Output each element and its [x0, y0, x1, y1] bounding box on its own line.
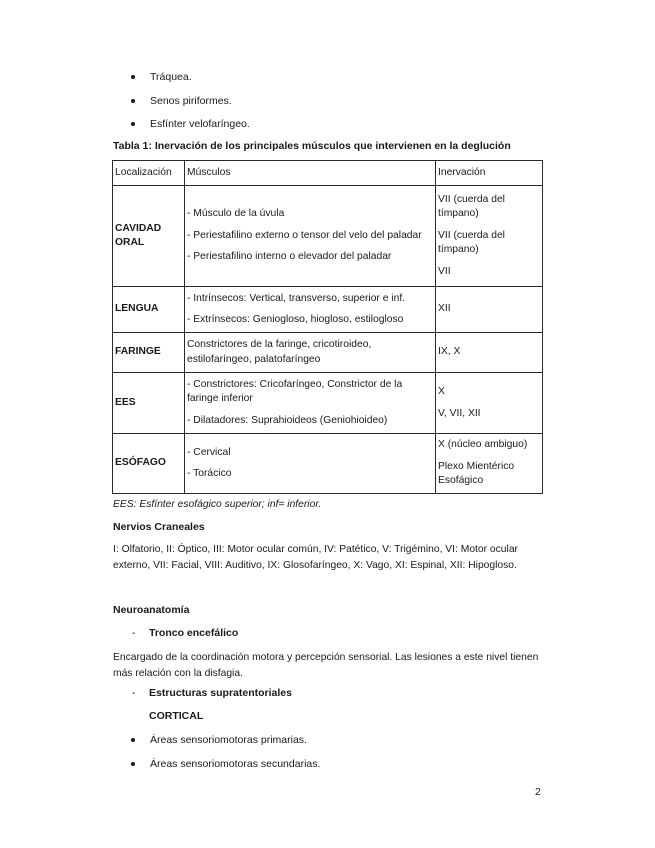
- row-location: [113, 333, 185, 373]
- dash-marker: -: [132, 687, 136, 699]
- row-nerves: [436, 186, 543, 287]
- list-item-text: Senos piriformes.: [150, 94, 232, 107]
- muscle-text: - Periestafilino interno o elevador del paladar: [187, 251, 392, 263]
- nerve-text: IX, X: [438, 346, 461, 358]
- muscle-text: - Torácico: [187, 468, 232, 479]
- dash-item-supratentorial: [132, 687, 292, 699]
- row-muscles: [185, 373, 436, 434]
- location-text: CAVIDAD: [115, 222, 162, 234]
- header-musculos: Músculos: [185, 161, 436, 186]
- nerve-text: V, VII, XII: [438, 407, 481, 419]
- nerve-text: X: [438, 386, 445, 397]
- table-note: EES: Esfínter esofágico superior; inf= inferior.: [113, 499, 322, 510]
- list-item: [128, 94, 250, 118]
- table-caption: Tabla 1: Inervación de los principales músculos que intervienen en la deglución: [113, 140, 511, 152]
- dash-item-label: Estructuras supratentoriales: [149, 687, 292, 699]
- row-location: [113, 287, 185, 333]
- dash-marker: -: [132, 627, 136, 639]
- row-nerves: [436, 333, 543, 373]
- list-item: [128, 757, 320, 781]
- list-item: [128, 733, 320, 757]
- row-muscles: [185, 287, 436, 333]
- nerve-text: XII: [438, 303, 451, 315]
- page-number: 2: [535, 786, 541, 798]
- list-item: [128, 117, 250, 141]
- cranial-nerves-heading: Nervios Craneales: [113, 521, 205, 533]
- nerve-text: Plexo Mientérico Esofágico: [438, 460, 515, 487]
- nerve-text: VII (cuerda del tímpano): [438, 193, 505, 220]
- dash-item-tronco: [132, 627, 238, 639]
- muscle-text: - Cervical: [187, 446, 231, 458]
- list-item: [128, 70, 250, 94]
- location-text: LENGUA: [115, 303, 159, 315]
- location-text: EES: [115, 396, 136, 408]
- bullet-icon: [131, 99, 135, 103]
- muscle-text: - Extrínsecos: Geniogloso, hiogloso, estilogloso: [187, 314, 404, 325]
- tronco-text: Encargado de la coordinación motora y percepción sensorial. Las lesiones a este nivel tienen más relación con la disfagia.: [113, 652, 539, 679]
- bullet-icon: [131, 762, 135, 766]
- muscle-text: - Constrictores: Cricofaríngeo, Constrictor de la faringe inferior: [187, 378, 403, 405]
- table-row: [113, 333, 543, 373]
- bullet-icon: [131, 122, 135, 126]
- list-item-text: Tráquea.: [150, 71, 192, 83]
- table-row: [113, 373, 543, 434]
- list-item-text: Esfínter velofaríngeo.: [150, 118, 250, 130]
- row-location: [113, 434, 185, 494]
- list-item-text: Áreas sensoriomotoras secundarias.: [150, 757, 321, 770]
- nerve-text: VII (cuerda del tímpano): [438, 229, 505, 256]
- header-inervacion: Inervación: [436, 161, 543, 186]
- table-row: [113, 434, 543, 494]
- location-text: ESÓFAGO: [115, 457, 166, 469]
- list-item-text: Áreas sensoriomotoras primarias.: [150, 734, 307, 746]
- bullet-icon: [131, 75, 135, 79]
- nerve-text: VII: [438, 265, 451, 277]
- header-localizacion: Localización: [113, 161, 185, 186]
- neuroanatomy-heading: Neuroanatomía: [113, 604, 190, 616]
- row-muscles: [185, 333, 436, 373]
- table-row: [113, 186, 543, 287]
- muscle-text: - Músculo de la úvula: [187, 208, 285, 220]
- innervation-table: [112, 160, 543, 494]
- nerve-text: X (núcleo ambiguo): [438, 439, 528, 451]
- muscle-text: - Dilatadores: Suprahioideos (Geniohioideo): [187, 414, 388, 426]
- top-bullet-list: [128, 70, 250, 141]
- cranial-nerves-text: I: Olfatorio, II: Óptico, III: Motor ocular común, IV: Patético, V: Trigémino, VI: Motor ocular externo, VII: Facial, VIII: Auditivo, IX: Glosofaríngeo, X: Vago, XI: Espinal, XII: Hipogloso.: [113, 544, 518, 571]
- row-nerves: [436, 287, 543, 333]
- table-row: [113, 287, 543, 333]
- location-text: ORAL: [115, 237, 145, 248]
- muscle-text: Constrictores de la faringe, cricotiroideo, estilofaríngeo, palatofaríngeo: [187, 339, 372, 365]
- cortical-subheading: CORTICAL: [149, 710, 204, 722]
- muscle-text: - Periestafilino externo o tensor del velo del paladar: [187, 229, 422, 241]
- dash-item-label: Tronco encefálico: [149, 627, 239, 639]
- bullet-icon: [131, 738, 135, 742]
- muscle-text: - Intrínsecos: Vertical, transverso, superior e inf.: [187, 292, 406, 304]
- row-location: [113, 186, 185, 287]
- row-location: [113, 373, 185, 434]
- table-header-row: [113, 161, 543, 186]
- row-muscles: [185, 434, 436, 494]
- cortical-bullet-list: [128, 733, 320, 780]
- row-muscles: [185, 186, 436, 287]
- row-nerves: [436, 434, 543, 494]
- row-nerves: [436, 373, 543, 434]
- location-text: FARINGE: [115, 346, 161, 358]
